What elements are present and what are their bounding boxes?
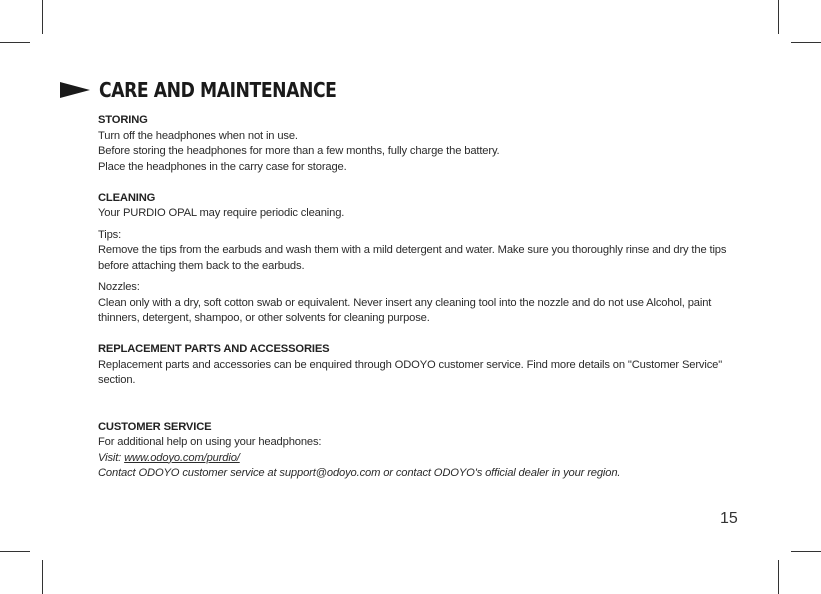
crop-mark [42,0,43,34]
page-number: 15 [720,510,738,527]
tips-text: Remove the tips from the earbuds and wash them with a mild detergent and water. Make sure you thoroughly rinse and dry the tips before attaching them back to the earbuds. [98,244,727,272]
cleaning-heading: CLEANING [98,191,156,204]
crop-mark [778,0,779,34]
crop-mark [791,551,821,552]
crop-mark [42,560,43,594]
replacement-text: Replacement parts and accessories can be enquired through ODOYO customer service. Find more details on "Customer Service" section. [98,358,723,386]
storing-heading: STORING [98,114,148,126]
nozzles-label: Nozzles: [98,281,140,293]
storing-line: Place the headphones in the carry case for storage. [98,160,347,173]
storing-line: Turn off the headphones when not in use. [98,129,298,142]
crop-mark [0,551,30,552]
content [98,113,738,482]
visit-line [98,451,738,467]
cleaning-intro: Your PURDIO OPAL may require periodic cleaning. [98,207,345,219]
section-title: CARE AND MAINTENANCE [99,78,337,102]
contact-line: Contact ODOYO customer service at support@odoyo.com or contact ODOYO's official dealer in your region. [98,467,621,479]
website-link[interactable]: www.odoyo.com/purdio/ [124,451,240,464]
crop-mark [791,42,821,43]
visit-label: Visit: [98,451,125,464]
crop-mark [778,560,779,594]
arrow-icon [60,82,90,98]
nozzles-text: Clean only with a dry, soft cotton swab or equivalent. Never insert any cleaning tool into the nozzle and do not use Alcohol, paint thinners, detergent, shampoo, or other solvents for cleaning purpose. [98,296,712,324]
crop-mark [0,42,30,43]
tips-label: Tips: [98,228,122,241]
customer-service-heading: CUSTOMER SERVICE [98,420,212,433]
storing-line: Before storing the headphones for more than a few months, fully charge the battery. [98,145,500,157]
replacement-heading: REPLACEMENT PARTS AND ACCESSORIES [98,343,330,355]
customer-service-line: For additional help on using your headphones: [98,436,322,448]
